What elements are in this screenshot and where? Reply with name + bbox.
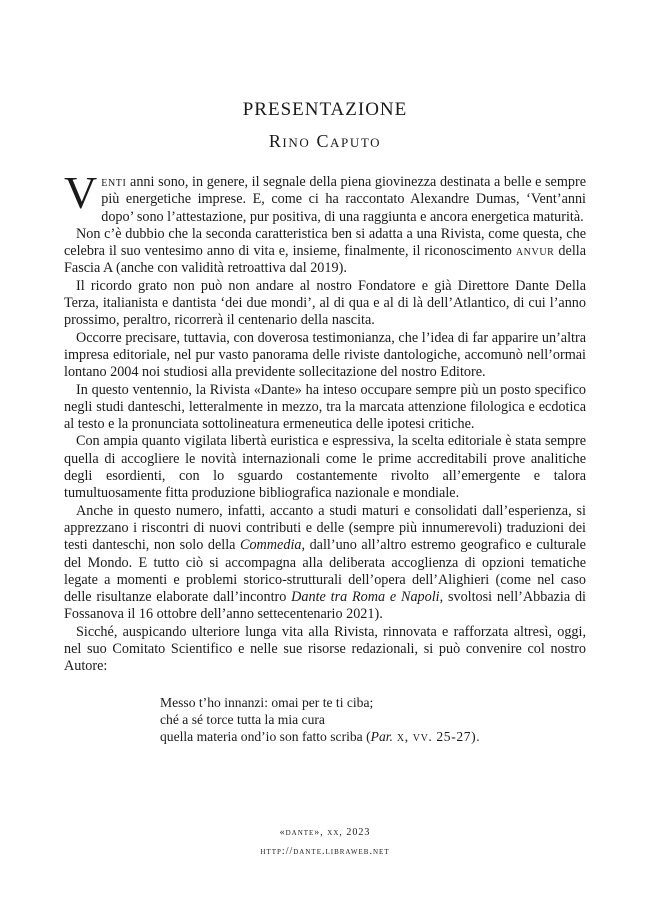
paragraph-2 xyxy=(64,226,586,278)
verse-line: ché a sé torce tutta la mia cura xyxy=(160,712,325,727)
paragraph-3: Il ricordo grato non può non andare al nostro Fondatore e già Direttore Dante Della Terza, italianista e dantista ‘dei due mondi’, al di qua e al di là dell’Atlantico, di cui l’anno prossimo, peraltro, ricorrerà il centenario della nascita. xyxy=(64,277,586,329)
drop-cap: V xyxy=(64,167,98,218)
paragraph-1 xyxy=(64,167,586,226)
article-body xyxy=(64,167,586,676)
paragraph-text: Anche in questo numero, infatti, accanto a studi maturi e consolidati dall’esperienza, si apprezzano i riscontri di nuovi contributi e delle (sempre più innumerevoli) traduzioni dei testi danteschi, non solo della xyxy=(64,502,586,554)
paragraph-text: anni sono, in genere, il segnale della piena giovinezza destinata a belle e sempre più energetiche imprese. E, come ci ha raccontato Alexandre Dumas, ‘Vent’anni dopo’ sono l’attestazione, pur positiva, di una raggiunta e ancora energetica maturità. xyxy=(101,174,586,225)
verse-text: quella materia ond’io son fatto scriba ( xyxy=(160,729,371,744)
small-caps-acronym: anvur xyxy=(515,243,555,260)
journal-footer: «dante», xx, 2023 xyxy=(279,827,371,838)
paragraph-4: Occorre precisare, tuttavia, con doverosa testimonianza, che l’idea di far apparire un’altra impresa editoriale, nel pur vasto panorama delle riviste dantologiche, accomunò nell’ormai lontano 2004 noi studiosi alla previdente sollecitazione del nostro Editore. xyxy=(64,329,586,381)
paragraph-text: , dall’uno all’altro estremo geografico e culturale del Mondo. E tutto ciò si accompagna alla deliberata accoglienza di opzioni tematiche legate a momenti e problemi storico-strutturali dell’opera dell’Alighieri (come nel caso delle risultanze elaborate dall’incontro xyxy=(64,537,586,606)
citation-abbrev: Par. xyxy=(370,729,393,744)
verse-line xyxy=(160,728,580,745)
paragraph-text: , svoltosi nell’Abbazia di Fossanova il 16 ottobre dell’anno settecentenario 2021). xyxy=(64,589,586,623)
author-name: Rino Caputo xyxy=(268,131,382,151)
citation-ref: x, vv. 25-27). xyxy=(392,729,481,744)
verse-quote xyxy=(160,694,580,745)
italic-title: Dante tra Roma e Napoli xyxy=(291,589,440,606)
paragraph-8: Sicché, auspicando ulteriore lunga vita alla Rivista, rinnovata e rafforzata altresì, oggi, nel suo Comitato Scientifico e nelle sue risorse redazionali, si può convenire col nostro Autore: xyxy=(64,623,586,675)
paragraph-text: Non c’è dubbio che la seconda caratteristica ben si adatta a una Rivista, come questa, che celebra il suo ventesimo anno di vita e, insieme, finalmente, il riconoscimento xyxy=(64,225,586,260)
small-caps-word: enti xyxy=(101,174,127,190)
website-footer: http://dante.libraweb.net xyxy=(260,846,390,857)
paragraph-5: In questo ventennio, la Rivista «Dante» ha inteso occupare sempre più un posto specifico negli studi danteschi, letteralmente in mezzo, tra la marcata attenzione filologica e ecdotica al testo e la pronunciata sottolineatura ermeneutica delle ipotesi critiche. xyxy=(64,381,586,433)
page-title: PRESENTAZIONE xyxy=(242,99,408,120)
paragraph-7 xyxy=(64,503,586,624)
page xyxy=(64,0,586,922)
verse-line: Messo t’ho innanzi: omai per te ti ciba; xyxy=(160,695,374,710)
italic-title: Commedia xyxy=(240,537,302,554)
paragraph-6: Con ampia quanto vigilata libertà euristica e espressiva, la scelta editoriale è stata sempre quella di accogliere le novità internazionali come le prime accreditabili prove analitiche degli esordienti, con lo sguardo costantemente rivolto all’emergente e talora tumultuosamente fitta produzione bibliografica nazionale e mondiale. xyxy=(64,433,586,502)
paragraph-text: della Fascia A (anche con validità retroattiva dal 2019). xyxy=(64,243,586,277)
